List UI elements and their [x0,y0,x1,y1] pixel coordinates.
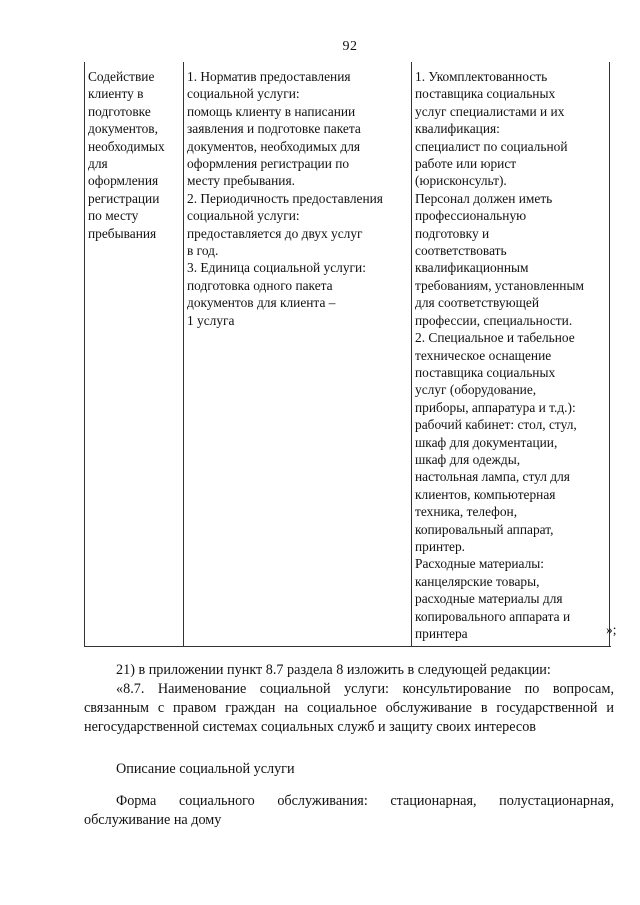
service-standard-line: заявления и подготовке пакета [187,121,361,137]
service-standard-line: 2. Периодичность предоставления [187,190,383,206]
service-requirement-line: специалист по социальной [415,138,568,154]
closing-quote-mark: »; [606,622,617,637]
service-requirement-line: 1. Укомплектованность [415,69,548,84]
service-name-line: по месту [88,208,139,224]
service-requirement-line: Персонал должен иметь [415,190,553,206]
service-requirement-line: поставщика социальных [415,364,556,380]
service-requirement-line: шкаф для документации, [415,434,558,450]
amendment-paragraph-21: 21) в приложении пункт 8.7 раздела 8 изложить в следующей редакции: [116,662,551,678]
service-requirement-line: квалификационным [415,260,529,276]
service-requirement-line: принтер. [415,538,466,554]
service-form-line: Форма социального обслуживания: стационарная, полустационарная, [116,793,614,809]
service-requirement-line: Расходные материалы: [415,556,545,572]
service-requirement-line: профессиональную [415,208,527,224]
service-requirement-line: рабочий кабинет: стол, стул, [415,417,577,433]
service-standard-line: оформления регистрации по [187,156,350,172]
service-name-line: Содействие [88,69,155,84]
service-requirement-line: для соответствующей [415,295,539,311]
section-8-7-line: связанным с правом граждан на социальное обслуживание в государственной и [84,700,614,716]
service-name-line: для [88,156,108,172]
service-form-line: обслуживание на дому [84,812,222,828]
service-requirement-line: квалификация: [415,121,500,137]
service-requirement-line: шкаф для одежды, [415,451,521,467]
service-requirement-line: требованиям, установленным [415,277,584,293]
service-standard-line: 1 услуга [187,312,235,328]
service-description-heading: Описание социальной услуги [116,761,295,777]
service-requirement-line: работе или юрист [415,156,517,172]
section-8-7-line: негосударственной системах социальных служб и защиту своих интересов [84,719,536,735]
service-requirement-line: услуг специалистами и их [415,103,565,119]
service-name-line: необходимых [88,138,165,154]
service-name-line: регистрации [88,190,160,206]
service-requirement-line: услуг (оборудование, [415,382,537,398]
service-name-line: оформления [88,173,159,189]
column-divider [411,62,412,646]
section-8-7-paragraph [84,680,614,737]
service-requirement-line: канцелярские товары, [415,573,540,589]
section-8-7-line: «8.7. Наименование социальной услуги: консультирование по вопросам, [116,681,614,697]
service-requirement-line: профессии, специальности. [415,312,573,328]
service-requirement-line: соответствовать [415,243,507,259]
page-number: 92 [342,39,358,54]
service-requirement-line: техника, телефон, [415,504,518,520]
service-name-line: подготовке [88,103,151,119]
service-requirement-line: клиентов, компьютерная [415,486,556,502]
service-requirement-line: копировального аппарата и [415,608,571,624]
service-requirements-cell [415,68,609,642]
service-standard-line: 3. Единица социальной услуги: [187,260,366,276]
service-requirement-line: расходные материалы для [415,591,563,607]
service-requirement-line: копировальный аппарат, [415,521,554,537]
service-name-line: пребывания [88,225,157,241]
service-requirement-line: подготовку и [415,225,490,241]
service-name-line: клиенту в [88,86,144,102]
service-standard-line: помощь клиенту в написании [187,103,356,119]
service-name-cell [88,68,180,242]
column-divider [183,62,184,646]
service-requirement-line: 2. Специальное и табельное [415,330,575,346]
service-requirement-line: приборы, аппаратура и т.д.): [415,399,576,415]
service-standard-cell [187,68,411,329]
service-name-line: документов, [88,121,158,137]
service-requirement-line: настольная лампа, стул для [415,469,570,485]
service-requirement-line: (юрисконсульт). [415,173,507,189]
service-standard-line: социальной услуги: [187,86,300,102]
service-standard-line: предоставляется до двух услуг [187,225,363,241]
service-standard-line: 1. Норматив предоставления [187,69,351,84]
service-form-paragraph [84,792,614,830]
service-standard-line: документов для клиента – [187,295,336,311]
column-divider [609,62,610,646]
service-standard-line: месту пребывания. [187,173,295,189]
service-standard-line: документов, необходимых для [187,138,361,154]
service-requirement-line: техническое оснащение [415,347,552,363]
service-requirement-line: принтера [415,626,468,641]
service-table [84,62,611,647]
service-standard-line: социальной услуги: [187,208,300,224]
service-standard-line: подготовка одного пакета [187,277,333,293]
service-standard-line: в год. [187,243,219,259]
service-requirement-line: поставщика социальных [415,86,556,102]
